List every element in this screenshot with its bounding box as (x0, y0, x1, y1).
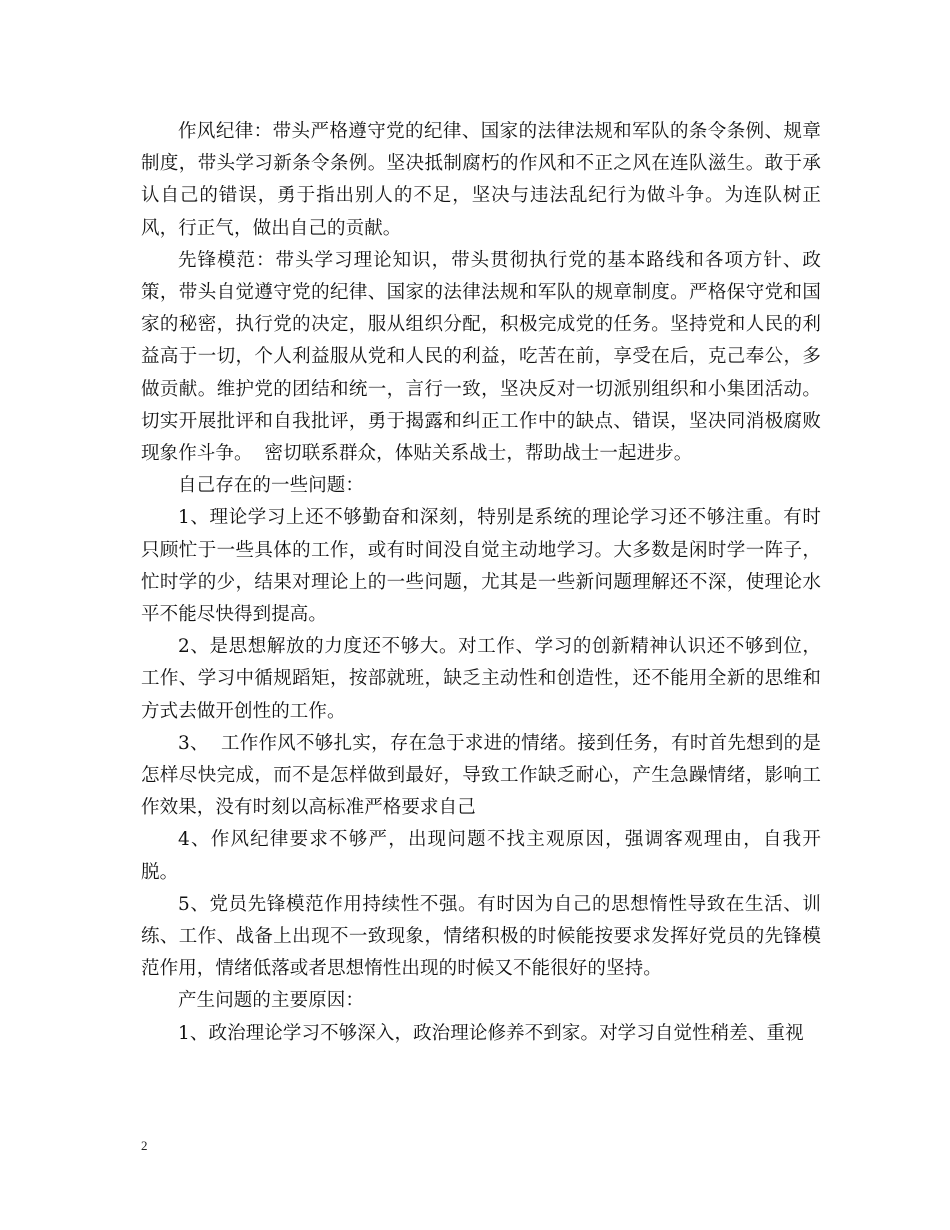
document-body (141, 116, 821, 1050)
problem-item-5: 5、党员先锋模范作用持续性不强。有时因为自己的思想惰性导致在生活、训练、工作、战备上出现不一致现象，情绪积极的时候能按要求发挥好党员的先锋模范作用，情绪低落或者思想惰性出现的时候又不能很好的坚持。 (141, 893, 821, 980)
cause-item-1: 1、政治理论学习不够深入，政治理论修养不到家。对学习自觉性稍差、重视 (178, 1022, 804, 1044)
problem-item-3: 3、 工作作风不够扎实，存在急于求进的情绪。接到任务，有时首先想到的是怎样尽快完成，而不是怎样做到最好，导致工作缺乏耐心，产生急躁情绪，影响工作效果，没有时刻以高标准严格要求自己 (141, 732, 821, 819)
heading-main-causes: 产生问题的主要原因： (178, 990, 365, 1012)
paragraph-conduct-discipline: 作风纪律：带头严格遵守党的纪律、国家的法律法规和军队的条令条例、规章制度，带头学习新条令条例。坚决抵制腐朽的作风和不正之风在连队滋生。敢于承认自己的错误，勇于指出别人的不足，坚决与违法乱纪行为做斗争。为连队树正风，行正气，做出自己的贡献。 (141, 121, 821, 239)
page-number: 2 (141, 1138, 148, 1153)
problem-item-1: 1、理论学习上还不够勤奋和深刻，特别是系统的理论学习还不够注重。有时只顾忙于一些具体的工作，或有时间没自觉主动地学习。大多数是闲时学一阵子，忙时学的少，结果对理论上的一些问题，尤其是一些新问题理解还不深，使理论水平不能尽快得到提高。 (141, 507, 821, 626)
problem-item-4: 4、作风纪律要求不够严，出现问题不找主观原因，强调客观理由，自我开脱。 (141, 829, 821, 883)
problem-item-2: 2、是思想解放的力度还不够大。对工作、学习的创新精神认识还不够到位，工作、学习中循规蹈矩，按部就班，缺乏主动性和创造性，还不能用全新的思维和方式去做开创性的工作。 (141, 636, 821, 722)
heading-existing-problems: 自己存在的一些问题： (178, 475, 365, 497)
paragraph-vanguard-model: 先锋模范：带头学习理论知识，带头贯彻执行党的基本路线和各项方针、政策，带头自觉遵守党的纪律、国家的法律法规和军队的规章制度。严格保守党和国家的秘密，执行党的决定，服从组织分配，积极完成党的任务。坚持党和人民的利益高于一切，个人利益服从党和人民的利益，吃苦在前，享受在后，克己奉公，多做贡献。维护党的团结和统一，言行一致，坚决反对一切派别组织和小集团活动。切实开展批评和自我批评，勇于揭露和纠正工作中的缺点、错误，坚决同消极腐败现象作斗争。 密切联系群众，体贴关系战士，帮助战士一起进步。 (141, 249, 821, 465)
